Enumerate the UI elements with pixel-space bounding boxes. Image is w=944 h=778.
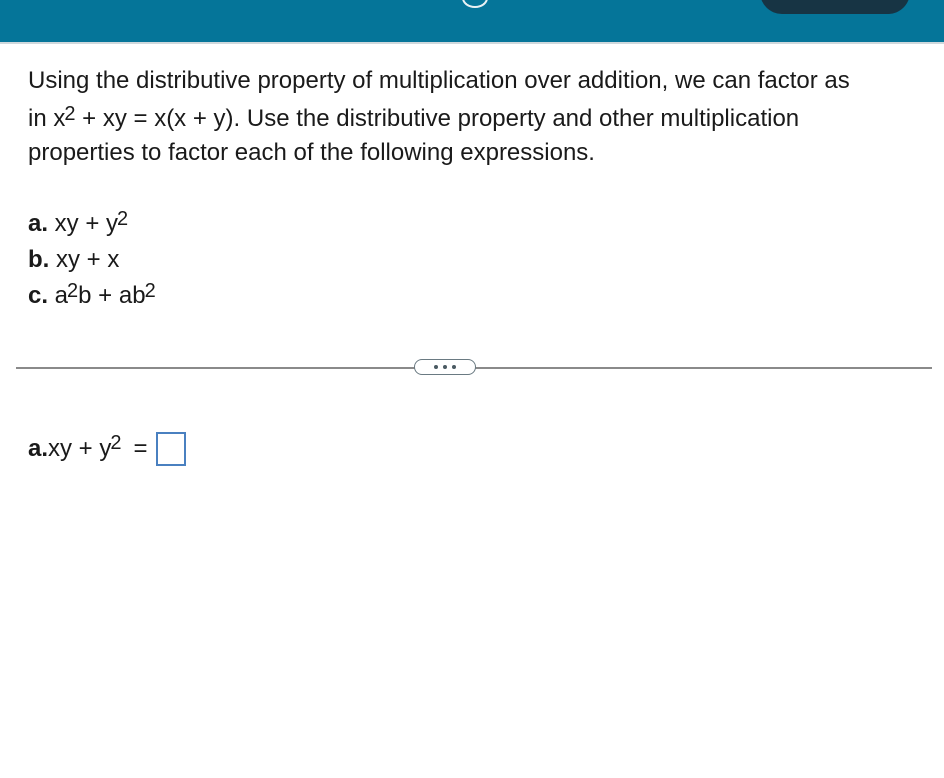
expression-item-a [28, 206, 928, 242]
question-line-1: Using the distributive property of multiplication over addition, we can factor as [28, 67, 850, 94]
exponent: 2 [144, 280, 156, 302]
dot-icon [443, 365, 447, 369]
equals-sign: = [133, 435, 148, 462]
exponent: 2 [117, 208, 129, 230]
header-action-button[interactable] [760, 0, 910, 14]
expression-item-b [28, 242, 928, 278]
dot-icon [452, 365, 456, 369]
answer-row-a: a. xy + y $^2$ = [28, 430, 186, 468]
expression-text: b + ab [78, 282, 146, 309]
part-label: a. [28, 210, 49, 237]
question-line-2-rest: + xy = x(x + y). Use the distributive property and other multiplication [75, 105, 800, 132]
part-label: c. [28, 282, 49, 309]
question-line-2 [28, 102, 928, 136]
header-indicator-icon [462, 0, 488, 8]
question-line-2-prefix: in x [28, 105, 66, 132]
expression-text: xy + y [48, 210, 119, 237]
dot-icon [434, 365, 438, 369]
exponent: 2 [64, 103, 76, 125]
question-text [28, 64, 928, 314]
part-label: a. [28, 435, 49, 462]
expression-text: xy + x [49, 246, 120, 273]
expression-text: a [48, 282, 69, 309]
expression-list [28, 206, 928, 314]
answer-expression: xy + y [48, 435, 112, 462]
expression-item-c [28, 278, 928, 314]
part-label: b. [28, 246, 50, 273]
question-line-3: properties to factor each of the following expressions. [28, 139, 595, 166]
answer-input-box[interactable] [156, 432, 186, 466]
exponent: 2 [67, 280, 79, 302]
more-options-button[interactable] [414, 359, 476, 375]
top-header-bar [0, 0, 944, 44]
